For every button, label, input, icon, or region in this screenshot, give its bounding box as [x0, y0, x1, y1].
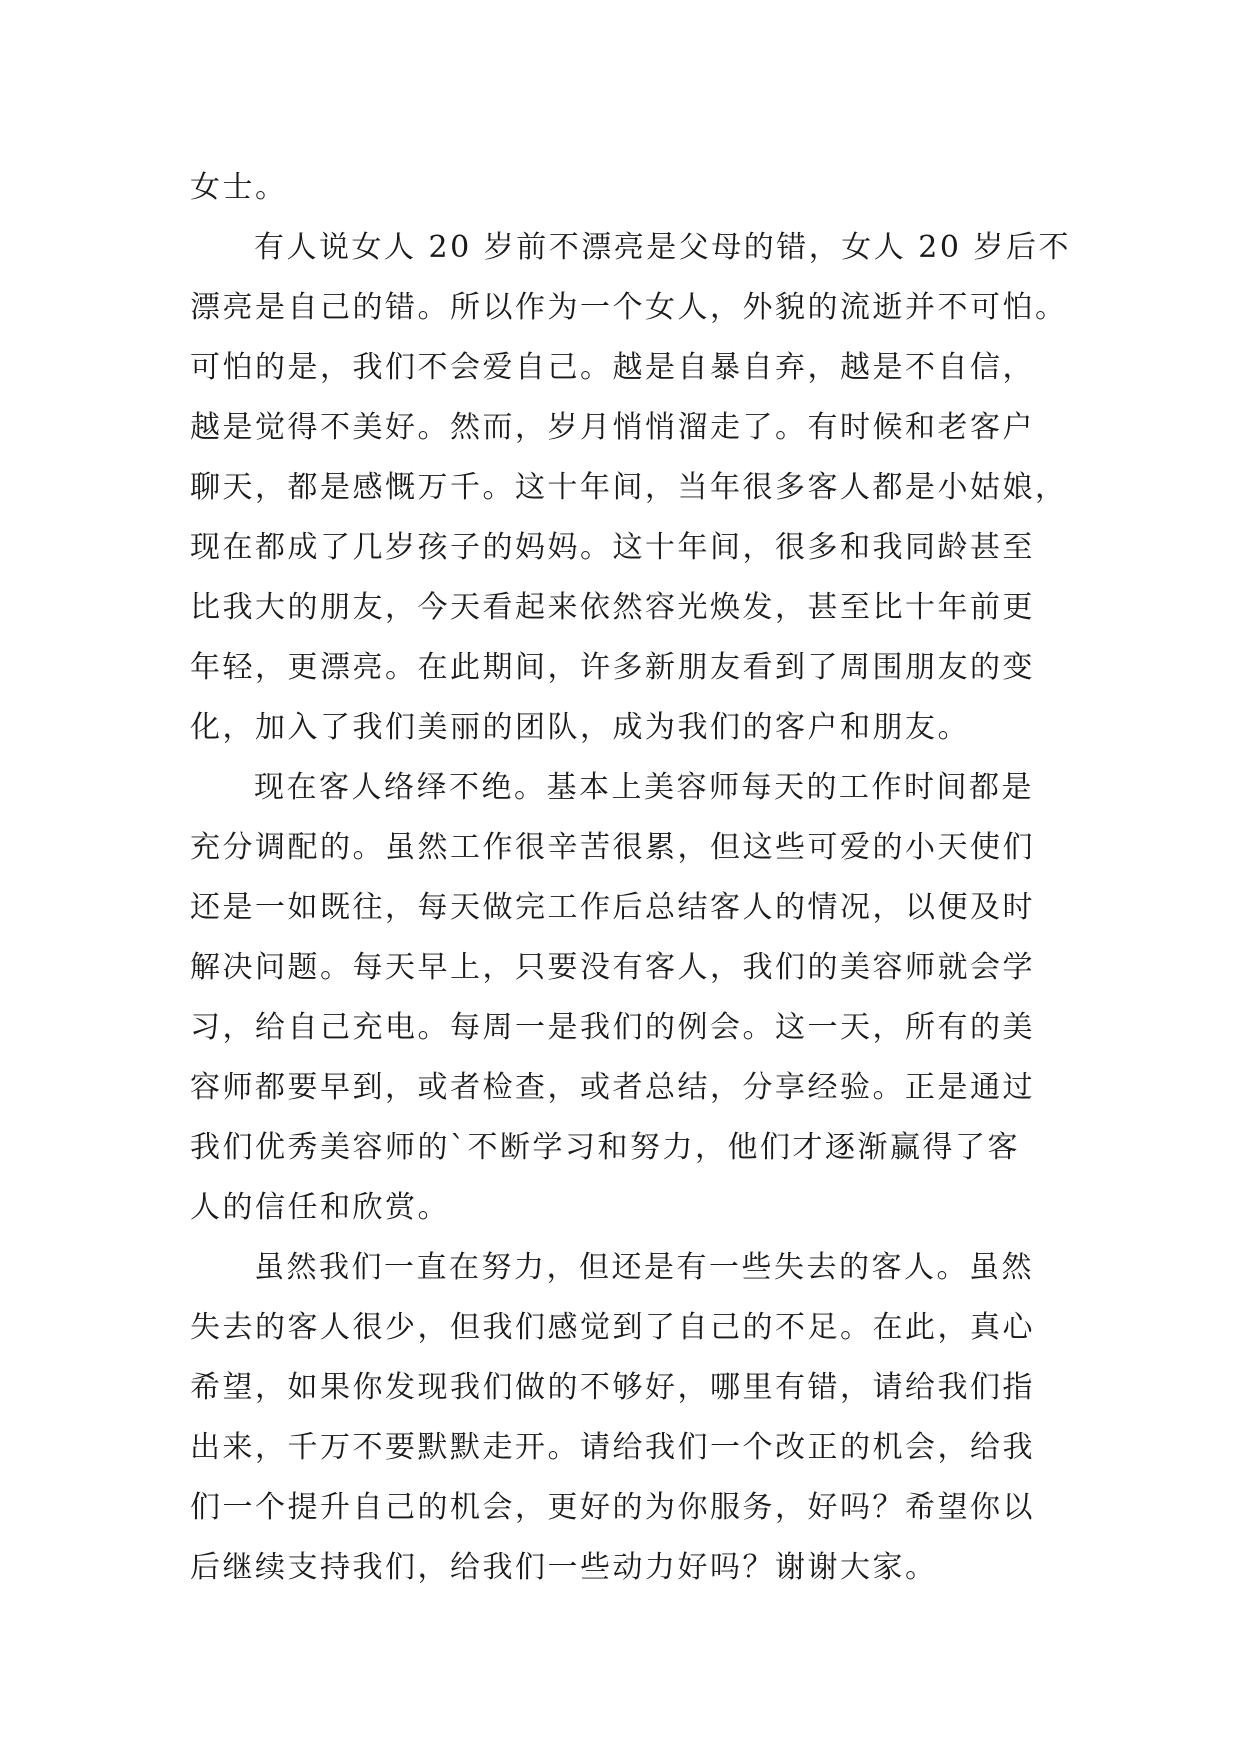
text-line: 失去的客人很少，但我们感觉到了自己的不足。在此，真心 [190, 1310, 1035, 1345]
text-line: 比我大的朋友，今天看起来依然容光焕发，甚至比十年前更 [190, 590, 1035, 625]
body-text [190, 158, 1070, 1598]
text-line: 希望，如果你发现我们做的不够好，哪里有错，请给我们指 [190, 1370, 1035, 1405]
text-line: 聊天，都是感慨万千。这十年间，当年很多客人都是小姑娘， [190, 470, 1068, 505]
paragraph-first-line: 有人说女人 20 岁前不漂亮是父母的错，女人 20 岁后不 [254, 230, 1071, 265]
text-line: 我们优秀美容师的`不断学习和努力，他们才逐渐赢得了客 [190, 1130, 1020, 1165]
text-line: 们一个提升自己的机会，更好的为你服务，好吗？希望你以 [190, 1490, 1035, 1525]
text-line: 解决问题。每天早上，只要没有客人，我们的美容师就会学 [190, 950, 1035, 985]
text-line: 化，加入了我们美丽的团队，成为我们的客户和朋友。 [190, 710, 970, 745]
text-line: 年轻，更漂亮。在此期间，许多新朋友看到了周围朋友的变 [190, 650, 1035, 685]
text-line: 人的信任和欣赏。 [190, 1190, 450, 1225]
paragraph-first-line: 虽然我们一直在努力，但还是有一些失去的客人。虽然 [254, 1250, 1034, 1285]
text-line: 现在都成了几岁孩子的妈妈。这十年间，很多和我同龄甚至 [190, 530, 1035, 565]
text-line: 充分调配的。虽然工作很辛苦很累，但这些可爱的小天使们 [190, 830, 1035, 865]
text-line: 可怕的是，我们不会爱自己。越是自暴自弃，越是不自信， [190, 350, 1035, 385]
text-line: 漂亮是自己的错。所以作为一个女人，外貌的流逝并不可怕。 [190, 290, 1068, 325]
text-line: 习，给自己充电。每周一是我们的例会。这一天，所有的美 [190, 1010, 1035, 1045]
text-line: 后继续支持我们，给我们一些动力好吗？谢谢大家。 [190, 1550, 938, 1585]
text-line: 还是一如既往，每天做完工作后总结客人的情况，以便及时 [190, 890, 1035, 925]
text-line: 出来，千万不要默默走开。请给我们一个改正的机会，给我 [190, 1430, 1035, 1465]
text-line: 容师都要早到，或者检查，或者总结，分享经验。正是通过 [190, 1070, 1035, 1105]
paragraph-first-line: 现在客人络绎不绝。基本上美容师每天的工作时间都是 [254, 770, 1034, 805]
text-line: 越是觉得不美好。然而，岁月悄悄溜走了。有时候和老客户 [190, 410, 1035, 445]
text-line: 女士。 [190, 170, 288, 205]
